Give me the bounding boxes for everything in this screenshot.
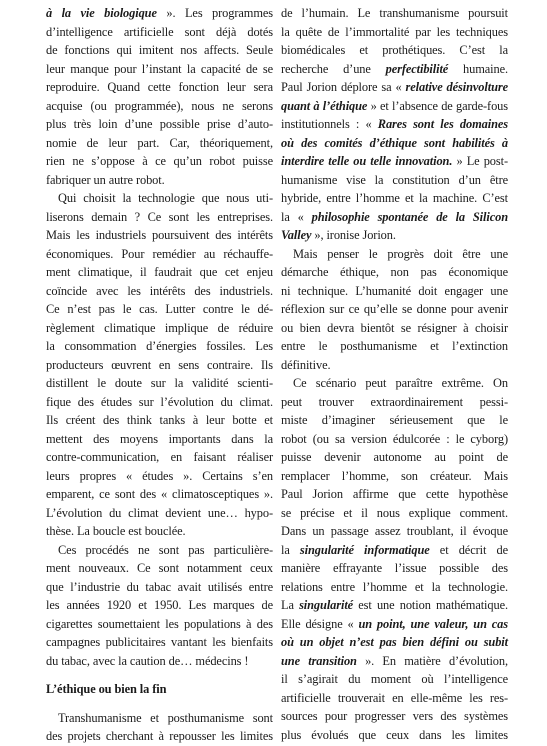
text-line [46,578,273,597]
text-line [281,245,508,264]
text-line [46,467,273,486]
text-segment: du tabac, avec la caution de… médecins ! [46,653,249,668]
text-segment: leur manque pour l’instant la capacité de se [46,61,273,76]
text-segment: distillent le doute sur la validité scienti- [46,376,273,390]
text-segment: Ces procédés ne sont pas particulière- [58,542,273,557]
text-line [46,226,273,245]
section-gap [46,699,273,709]
text-segment: », ironise Jorion. [311,228,396,242]
text-segment: d’intelligence artificielle sont déjà dotés [46,24,273,39]
text-line [281,134,508,153]
text-line [46,541,273,560]
text-segment: L’évolution du climat devient une… hypo- [46,505,273,520]
text-segment: que l’industrie du tabac avait utilisés entre [46,579,273,594]
text-segment: les années 1920 et 1950. Les marques de [46,598,273,612]
text-segment: économiques. Pour remédier au réchauffe- [46,246,273,261]
emphasis-text: une transition [281,653,357,668]
text-line [46,282,273,301]
left-column [46,4,273,746]
text-line [281,97,508,116]
text-line [46,448,273,467]
text-segment: Paul Jorion affirme que cette hypothèse [281,487,508,501]
text-line [281,226,508,245]
text-line [281,393,508,412]
text-segment: Transhumanisme et posthumanisme sont [58,710,273,725]
text-line [46,41,273,60]
text-line [46,23,273,42]
text-line [46,208,273,227]
text-line [46,393,273,412]
text-line [281,689,508,708]
text-segment: Qui choisit la technologie que nous uti- [58,191,273,205]
emphasis-text: où des comités d’éthique sont habilités à [281,135,508,150]
text-segment: miste d’imaginer sérieusement que le [281,413,508,427]
text-line [46,485,273,504]
text-line [281,208,508,227]
text-line [281,411,508,430]
text-segment: coïncide avec les intérêts des industriels. [46,283,273,298]
emphasis-text: un point, une valeur, un cas [358,616,508,631]
text-line [281,633,508,652]
text-segment: Ce n’est pas le cas. Lutter contre le dé- [46,302,273,316]
text-segment: manière effrayante l’issue possible des [281,561,508,575]
emphasis-text: singularité [299,598,354,612]
text-line [281,707,508,726]
text-segment: acquise (ou programmée), nous ne serons [46,98,273,113]
emphasis-text: Valley [281,228,312,242]
text-segment: Ils créent des think tanks à leur botte et [46,413,273,427]
text-segment: de fonctions qui imitent nos affects. Seule [46,43,273,57]
text-segment: » Le post- [452,154,508,168]
text-segment: entre le posthumanisme et l’extinction [281,339,508,353]
text-segment: artificielle trouverait en elle-même les res- [281,690,508,705]
text-segment: la consommation d’énergies fossiles. Les [46,339,273,353]
text-segment: la « [281,209,312,224]
text-segment: campagnes publicitaires vantant les bienfaits [46,635,273,649]
text-segment: ment nouveaux. Ce sont notamment ceux [46,561,273,575]
text-line [46,652,273,671]
text-segment: humanisme vise la constitution d’un être [281,172,508,187]
text-segment: humaine. [448,61,508,76]
text-line [281,319,508,338]
text-line [46,134,273,153]
text-segment: L’éthique ou bien la fin [46,682,167,696]
text-segment: Dans un passage assez troublant, il évoque [281,524,508,538]
text-line [281,23,508,42]
text-segment: ou bien devra bientôt se résigner à choisir [281,320,508,335]
text-segment: leurs propres « études ». Certains s’en [46,468,273,483]
text-segment: plus évolués que ceux dans les limites [281,727,508,742]
text-line [281,467,508,486]
text-line [46,633,273,652]
text-segment: biomédicales et prothétiques. C’est la [281,43,508,57]
emphasis-text: où un objet n’est pas bien défini ou subit [281,635,508,649]
text-segment: réflexion sur ce qu’elle se donne pour avenir [281,302,508,316]
text-segment: ni technique. L’humanité doit engager une [281,283,508,298]
text-line [281,615,508,634]
emphasis-text: relative désinvolture [405,80,509,94]
text-line [281,356,508,375]
text-segment: Mais penser le progrès doit être une [293,246,508,261]
emphasis-text: Rares sont les domaines [377,117,508,131]
emphasis-text: philosophie spontanée de la Silicon [311,209,508,224]
text-segment: définitive. [281,357,331,372]
text-line [281,485,508,504]
text-segment: emparent, ce sont des « climatosceptiques ». [46,487,273,501]
text-line [281,374,508,393]
text-line [281,78,508,97]
text-line [46,97,273,116]
section-heading [46,680,273,699]
text-segment: est une notion mathématique. [353,598,508,612]
text-line [46,337,273,356]
text-segment: des projets cherchant à repousser les limites [46,729,273,743]
text-segment: et décrit de [429,542,508,557]
text-segment: peut trouver extraordinairement pessi- [281,394,508,409]
text-segment: ». Les programmes [156,6,273,20]
text-line [281,171,508,190]
text-line [46,152,273,171]
text-line [281,596,508,615]
text-segment: recherche d’une [281,61,386,76]
text-segment: remplacer l’homme, son créateur. Mais [281,468,508,483]
text-segment: La [281,598,300,612]
text-line [46,60,273,79]
text-segment: la quête de l’immortalité par les techniques [281,24,508,39]
text-line [46,263,273,282]
text-line [46,189,273,208]
text-line [46,430,273,449]
text-line [281,41,508,60]
text-line [46,596,273,615]
text-segment: ment climatique, il faudrait que cet enjeu [46,265,273,279]
text-segment: contre-communication, en faisant réaliser [46,450,273,464]
text-segment: robot (ou sa version édulcorée : le cyborg) [281,431,508,446]
text-segment: producteurs œuvrent en sens contraire. Ils [46,357,273,372]
text-segment: fique des études sur l’évolution du climat. [46,394,273,409]
text-line [281,282,508,301]
emphasis-text: à la vie biologique [46,6,157,20]
section-gap [46,670,273,680]
text-segment: il s’agirait du moment où l’intelligence [281,672,508,686]
text-segment: Elle désigne « [281,616,359,631]
text-segment: cigarettes soumettaient les populations à des [46,616,273,631]
text-segment: reproduire. Quand cette fonction leur sera [46,80,273,94]
text-line [281,300,508,319]
text-line [281,115,508,134]
emphasis-text: singularité informatique [299,542,430,557]
text-line [46,78,273,97]
text-line [46,411,273,430]
text-line [281,522,508,541]
text-line [281,60,508,79]
text-line [281,4,508,23]
text-line [46,4,273,23]
text-segment: se précise et il nous explique comment. [281,505,508,520]
text-segment: » et l’absence de garde-fous [367,98,508,113]
text-segment: Mais les industriels poursuivent des intérêts [46,228,273,242]
right-column [281,4,508,744]
text-line [46,559,273,578]
text-segment: plus très loin d’une possible prise d’auto- [46,117,273,131]
text-segment: Paul Jorion déplore sa « [281,80,406,94]
text-line [281,726,508,745]
text-line [46,356,273,375]
text-line [46,115,273,134]
text-line [281,559,508,578]
text-line [281,541,508,560]
text-line [46,374,273,393]
text-line [281,670,508,689]
text-line [281,448,508,467]
text-line [46,709,273,728]
text-line [281,430,508,449]
text-segment: nomie de leur part. Car, théoriquement, [46,135,273,150]
text-segment: institutionnels : « [281,117,378,131]
text-segment: liserons demain ? Ce sont les entreprises. [46,209,273,224]
text-segment: hybride, entre l’homme et la machine. C’est [281,191,508,205]
text-line [281,152,508,171]
text-segment: fabriquer un autre robot. [46,172,165,187]
text-line [46,727,273,746]
text-segment: Ce scénario peut paraître extrême. On [293,376,508,390]
text-segment: mettent des moyens importants dans la [46,431,273,446]
emphasis-text: interdire telle ou telle innovation. [281,154,453,168]
text-line [281,578,508,597]
text-segment: thèse. La boucle est bouclée. [46,524,186,538]
text-segment: rien ne s’oppose à ce qu’un robot puisse [46,154,273,168]
text-line [46,319,273,338]
emphasis-text: perfectibilité [385,61,449,76]
text-segment: puisse devenir autonome au point de [281,450,508,464]
text-segment: règlement climatique implique de réduire [46,320,273,335]
text-segment: de l’humain. Le transhumanisme poursuit [281,6,508,20]
text-segment: ». En matière d’évolution, [356,653,508,668]
text-segment: la [281,542,300,557]
text-segment: relations entre l’homme et la technologie. [281,579,508,594]
text-line [46,615,273,634]
text-segment: démarche éthique, non pas économique [281,265,508,279]
text-line [46,522,273,541]
text-line [281,504,508,523]
text-line [46,504,273,523]
text-line [46,245,273,264]
text-segment: sources pour progresser vers des systèmes [281,709,508,723]
text-line [46,171,273,190]
text-line [281,189,508,208]
emphasis-text: quant à l’éthique [281,98,368,113]
text-line [281,263,508,282]
text-line [46,300,273,319]
text-line [281,652,508,671]
text-line [281,337,508,356]
